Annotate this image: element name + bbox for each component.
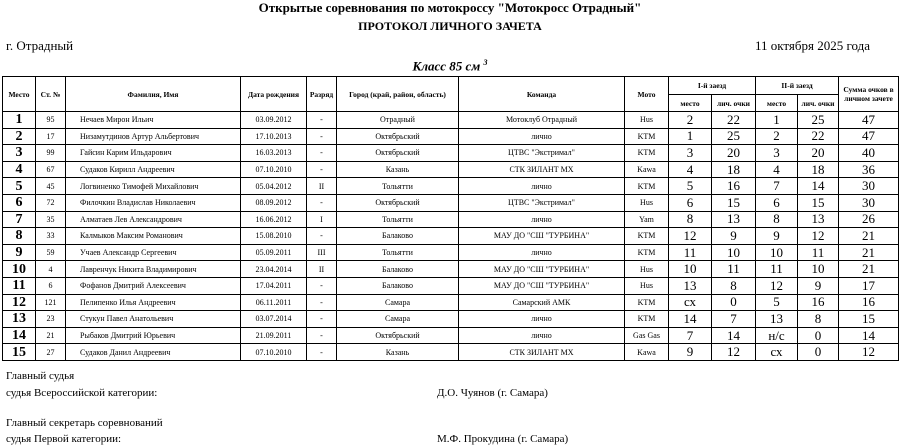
cell-name: Пелипенко Илья Андреевич (66, 294, 241, 311)
table-row (3, 344, 899, 361)
cell-city: Самара (337, 311, 459, 328)
cell-team: лично (459, 327, 625, 344)
col-race1: I-й заезд (669, 77, 756, 95)
table-row (3, 161, 899, 178)
cell-team: МАУ ДО "СШ "ТУРБИНА" (459, 277, 625, 294)
table-row (3, 244, 899, 261)
col-rank: Разряд (307, 77, 337, 112)
cell-race2-place: 10 (756, 244, 798, 261)
cell-race2-points: 0 (798, 327, 839, 344)
cell-moto: Hus (625, 277, 669, 294)
cell-rank: - (307, 327, 337, 344)
cell-rank: III (307, 244, 337, 261)
cell-rank: - (307, 344, 337, 361)
cell-team: лично (459, 311, 625, 328)
table-row (3, 178, 899, 195)
cell-race2-points: 20 (798, 145, 839, 162)
cell-name: Гайсин Карим Ильдарович (66, 145, 241, 162)
cell-race2-points: 16 (798, 294, 839, 311)
cell-race2-place: 9 (756, 228, 798, 245)
judge-category: судья Всероссийской категории: (6, 387, 158, 399)
cell-birth: 17.10.2013 (241, 128, 307, 145)
cell-birth: 05.09.2011 (241, 244, 307, 261)
cell-birth: 23.04.2014 (241, 261, 307, 278)
cell-name: Низамутдинов Артур Альбертович (66, 128, 241, 145)
cell-race1-points: 12 (712, 344, 756, 361)
cell-place: 1 (3, 112, 36, 129)
cell-place: 2 (3, 128, 36, 145)
secretary-name: М.Ф. Прокудина (г. Самара) (437, 433, 569, 445)
cell-race1-points: 15 (712, 194, 756, 211)
col-place: Место (3, 77, 36, 112)
cell-race1-place: 5 (669, 178, 712, 195)
cell-race2-points: 0 (798, 344, 839, 361)
cell-start-no: 99 (36, 145, 66, 162)
cell-race1-place: 14 (669, 311, 712, 328)
cell-birth: 21.09.2011 (241, 327, 307, 344)
cell-moto: KTM (625, 311, 669, 328)
cell-total: 47 (839, 112, 899, 129)
event-city: г. Отрадный (6, 38, 74, 53)
cell-name: Лавренчук Никита Владимирович (66, 261, 241, 278)
cell-race2-points: 12 (798, 228, 839, 245)
col-start-no: Ст. № (36, 77, 66, 112)
cell-total: 21 (839, 228, 899, 245)
col-total: Сумма очков в личном зачете (839, 77, 899, 112)
table-row (3, 261, 899, 278)
cell-race2-place: 4 (756, 161, 798, 178)
cell-race1-place: 13 (669, 277, 712, 294)
cell-race1-points: 0 (712, 294, 756, 311)
cell-race2-place: 7 (756, 178, 798, 195)
cell-race2-points: 22 (798, 128, 839, 145)
cell-race2-place: 8 (756, 211, 798, 228)
cell-birth: 08.09.2012 (241, 194, 307, 211)
cell-start-no: 4 (36, 261, 66, 278)
cell-race2-points: 11 (798, 244, 839, 261)
cell-team: ЦТВС "Экстримал" (459, 145, 625, 162)
col-name: Фамилия, Имя (66, 77, 241, 112)
cell-moto: KTM (625, 294, 669, 311)
cell-place: 15 (3, 344, 36, 361)
cell-race1-points: 22 (712, 112, 756, 129)
cell-city: Самара (337, 294, 459, 311)
cell-race2-place: 1 (756, 112, 798, 129)
cell-rank: - (307, 161, 337, 178)
cell-name: Алматаев Лев Александрович (66, 211, 241, 228)
cell-total: 14 (839, 327, 899, 344)
cell-race1-points: 9 (712, 228, 756, 245)
cell-city: Балаково (337, 228, 459, 245)
cell-name: Нечаев Мирон Ильич (66, 112, 241, 129)
cell-race2-place: 11 (756, 261, 798, 278)
cell-race2-place: 13 (756, 311, 798, 328)
cell-name: Учаев Александр Сергеевич (66, 244, 241, 261)
cell-moto: Kawa (625, 344, 669, 361)
cell-race2-points: 13 (798, 211, 839, 228)
cell-total: 21 (839, 244, 899, 261)
cell-total: 21 (839, 261, 899, 278)
table-row (3, 112, 899, 129)
table-row (3, 277, 899, 294)
cell-name: Калмыков Максим Романович (66, 228, 241, 245)
cell-total: 16 (839, 294, 899, 311)
cell-city: Октябрьский (337, 128, 459, 145)
cell-moto: KTM (625, 145, 669, 162)
col-race2-place: место (756, 95, 798, 112)
cell-race2-points: 8 (798, 311, 839, 328)
judge-name: Д.О. Чуянов (г. Самара) (437, 387, 548, 399)
cell-race1-points: 16 (712, 178, 756, 195)
cell-city: Октябрьский (337, 145, 459, 162)
cell-moto: Gas Gas (625, 327, 669, 344)
judge-title: Главный судья (6, 370, 75, 382)
cell-total: 36 (839, 161, 899, 178)
cell-start-no: 121 (36, 294, 66, 311)
cell-rank: - (307, 194, 337, 211)
cell-race2-place: 5 (756, 294, 798, 311)
cell-race1-place: 12 (669, 228, 712, 245)
cell-race2-points: 15 (798, 194, 839, 211)
cell-place: 3 (3, 145, 36, 162)
cell-city: Балаково (337, 261, 459, 278)
secretary-title: Главный секретарь соревнований (6, 417, 163, 429)
cell-race1-points: 11 (712, 261, 756, 278)
cell-moto: Hus (625, 194, 669, 211)
cell-city: Отрадный (337, 112, 459, 129)
col-race2-points: лич. очки (798, 95, 839, 112)
table-row (3, 311, 899, 328)
cell-race1-points: 7 (712, 311, 756, 328)
cell-name: Логвиненко Тимофей Михайлович (66, 178, 241, 195)
cell-start-no: 95 (36, 112, 66, 129)
cell-team: лично (459, 178, 625, 195)
table-row (3, 128, 899, 145)
cell-rank: - (307, 112, 337, 129)
cell-total: 12 (839, 344, 899, 361)
cell-race2-place: 6 (756, 194, 798, 211)
cell-place: 5 (3, 178, 36, 195)
cell-rank: - (307, 128, 337, 145)
cell-name: Фофанов Дмитрий Алексеевич (66, 277, 241, 294)
cell-race1-points: 10 (712, 244, 756, 261)
col-race1-place: место (669, 95, 712, 112)
cell-place: 9 (3, 244, 36, 261)
cell-birth: 16.06.2012 (241, 211, 307, 228)
cell-city: Казань (337, 344, 459, 361)
cell-total: 47 (839, 128, 899, 145)
col-birth: Дата рождения (241, 77, 307, 112)
cell-race2-place: н/с (756, 327, 798, 344)
cell-race1-points: 18 (712, 161, 756, 178)
cell-race1-place: 2 (669, 112, 712, 129)
table-row (3, 145, 899, 162)
cell-race1-place: 7 (669, 327, 712, 344)
cell-moto: Kawa (625, 161, 669, 178)
cell-total: 30 (839, 178, 899, 195)
col-moto: Мото (625, 77, 669, 112)
table-row (3, 211, 899, 228)
cell-name: Рыбаков Дмитрий Юрьевич (66, 327, 241, 344)
cell-total: 17 (839, 277, 899, 294)
cell-birth: 15.08.2010 (241, 228, 307, 245)
cell-team: СТК ЗИЛАНТ МХ (459, 344, 625, 361)
cell-name: Стукун Павел Анатольевич (66, 311, 241, 328)
cell-race2-points: 18 (798, 161, 839, 178)
cell-moto: KTM (625, 128, 669, 145)
cell-rank: - (307, 228, 337, 245)
cell-city: Октябрьский (337, 327, 459, 344)
protocol-subtitle: ПРОТОКОЛ ЛИЧНОГО ЗАЧЕТА (358, 19, 542, 33)
cell-moto: Hus (625, 112, 669, 129)
cell-team: лично (459, 211, 625, 228)
cell-team: Самарский АМК (459, 294, 625, 311)
cell-place: 10 (3, 261, 36, 278)
cell-race1-points: 14 (712, 327, 756, 344)
cell-race1-place: сх (669, 294, 712, 311)
cell-race1-points: 25 (712, 128, 756, 145)
protocol-title: Открытые соревнования по мотокроссу "Мотокросс Отрадный" (258, 0, 642, 15)
cell-total: 40 (839, 145, 899, 162)
cell-race1-place: 3 (669, 145, 712, 162)
cell-team: МАУ ДО "СШ "ТУРБИНА" (459, 261, 625, 278)
cell-start-no: 59 (36, 244, 66, 261)
cell-moto: KTM (625, 244, 669, 261)
cell-place: 6 (3, 194, 36, 211)
cell-race1-points: 13 (712, 211, 756, 228)
cell-city: Тольятти (337, 244, 459, 261)
cell-race2-points: 9 (798, 277, 839, 294)
cell-place: 13 (3, 311, 36, 328)
cell-total: 30 (839, 194, 899, 211)
cell-moto: KTM (625, 178, 669, 195)
cell-race1-points: 8 (712, 277, 756, 294)
col-race2: II-й заезд (756, 77, 839, 95)
cell-rank: I (307, 211, 337, 228)
cell-birth: 06.11.2011 (241, 294, 307, 311)
cell-start-no: 21 (36, 327, 66, 344)
cell-start-no: 6 (36, 277, 66, 294)
cell-race2-place: сх (756, 344, 798, 361)
cell-team: ЦТВС "Экстримал" (459, 194, 625, 211)
cell-race2-place: 12 (756, 277, 798, 294)
cell-rank: - (307, 311, 337, 328)
cell-race2-points: 14 (798, 178, 839, 195)
cell-rank: - (307, 277, 337, 294)
cell-place: 14 (3, 327, 36, 344)
cell-team: Мотоклуб Отрадный (459, 112, 625, 129)
cell-total: 26 (839, 211, 899, 228)
results-table (2, 76, 899, 361)
col-city: Город (край, район, область) (337, 77, 459, 112)
col-team: Команда (459, 77, 625, 112)
results-body (3, 112, 899, 361)
cell-start-no: 23 (36, 311, 66, 328)
cell-race1-place: 10 (669, 261, 712, 278)
cell-start-no: 33 (36, 228, 66, 245)
cell-rank: II (307, 261, 337, 278)
cell-birth: 03.09.2012 (241, 112, 307, 129)
cell-race2-points: 10 (798, 261, 839, 278)
cell-name: Судаков Данил Андреевич (66, 344, 241, 361)
cell-team: СТК ЗИЛАНТ МХ (459, 161, 625, 178)
cell-birth: 17.04.2011 (241, 277, 307, 294)
table-row (3, 294, 899, 311)
cell-start-no: 17 (36, 128, 66, 145)
cell-birth: 07.10.2010 (241, 344, 307, 361)
cell-rank: - (307, 145, 337, 162)
cell-race1-place: 8 (669, 211, 712, 228)
cell-place: 11 (3, 277, 36, 294)
cell-race1-place: 1 (669, 128, 712, 145)
cell-team: лично (459, 128, 625, 145)
cell-city: Тольятти (337, 178, 459, 195)
cell-moto: Yam (625, 211, 669, 228)
cell-moto: Hus (625, 261, 669, 278)
cell-place: 7 (3, 211, 36, 228)
table-row (3, 194, 899, 211)
cell-team: лично (459, 244, 625, 261)
cell-name: Судаков Кирилл Андреевич (66, 161, 241, 178)
cell-race2-place: 2 (756, 128, 798, 145)
table-row (3, 327, 899, 344)
class-label: Класс 85 см $^3$ (412, 58, 488, 74)
cell-city: Октябрьский (337, 194, 459, 211)
cell-birth: 03.07.2014 (241, 311, 307, 328)
cell-birth: 05.04.2012 (241, 178, 307, 195)
cell-race1-place: 9 (669, 344, 712, 361)
cell-team: МАУ ДО "СШ "ТУРБИНА" (459, 228, 625, 245)
event-date: 11 октября 2025 года (754, 38, 870, 53)
cell-birth: 16.03.2013 (241, 145, 307, 162)
cell-start-no: 72 (36, 194, 66, 211)
cell-name: Филочкин Владислав Николаевич (66, 194, 241, 211)
cell-total: 15 (839, 311, 899, 328)
cell-birth: 07.10.2010 (241, 161, 307, 178)
cell-race1-place: 11 (669, 244, 712, 261)
cell-start-no: 45 (36, 178, 66, 195)
cell-race2-points: 25 (798, 112, 839, 129)
cell-rank: II (307, 178, 337, 195)
cell-start-no: 67 (36, 161, 66, 178)
cell-city: Балаково (337, 277, 459, 294)
col-race1-points: лич. очки (712, 95, 756, 112)
cell-moto: KTM (625, 228, 669, 245)
secretary-category: судья Первой категории: (6, 433, 122, 445)
cell-race1-points: 20 (712, 145, 756, 162)
cell-rank: - (307, 294, 337, 311)
cell-place: 4 (3, 161, 36, 178)
cell-city: Тольятти (337, 211, 459, 228)
cell-race1-place: 4 (669, 161, 712, 178)
cell-city: Казань (337, 161, 459, 178)
cell-place: 8 (3, 228, 36, 245)
cell-place: 12 (3, 294, 36, 311)
cell-race1-place: 6 (669, 194, 712, 211)
cell-start-no: 35 (36, 211, 66, 228)
cell-race2-place: 3 (756, 145, 798, 162)
table-row (3, 228, 899, 245)
cell-start-no: 27 (36, 344, 66, 361)
